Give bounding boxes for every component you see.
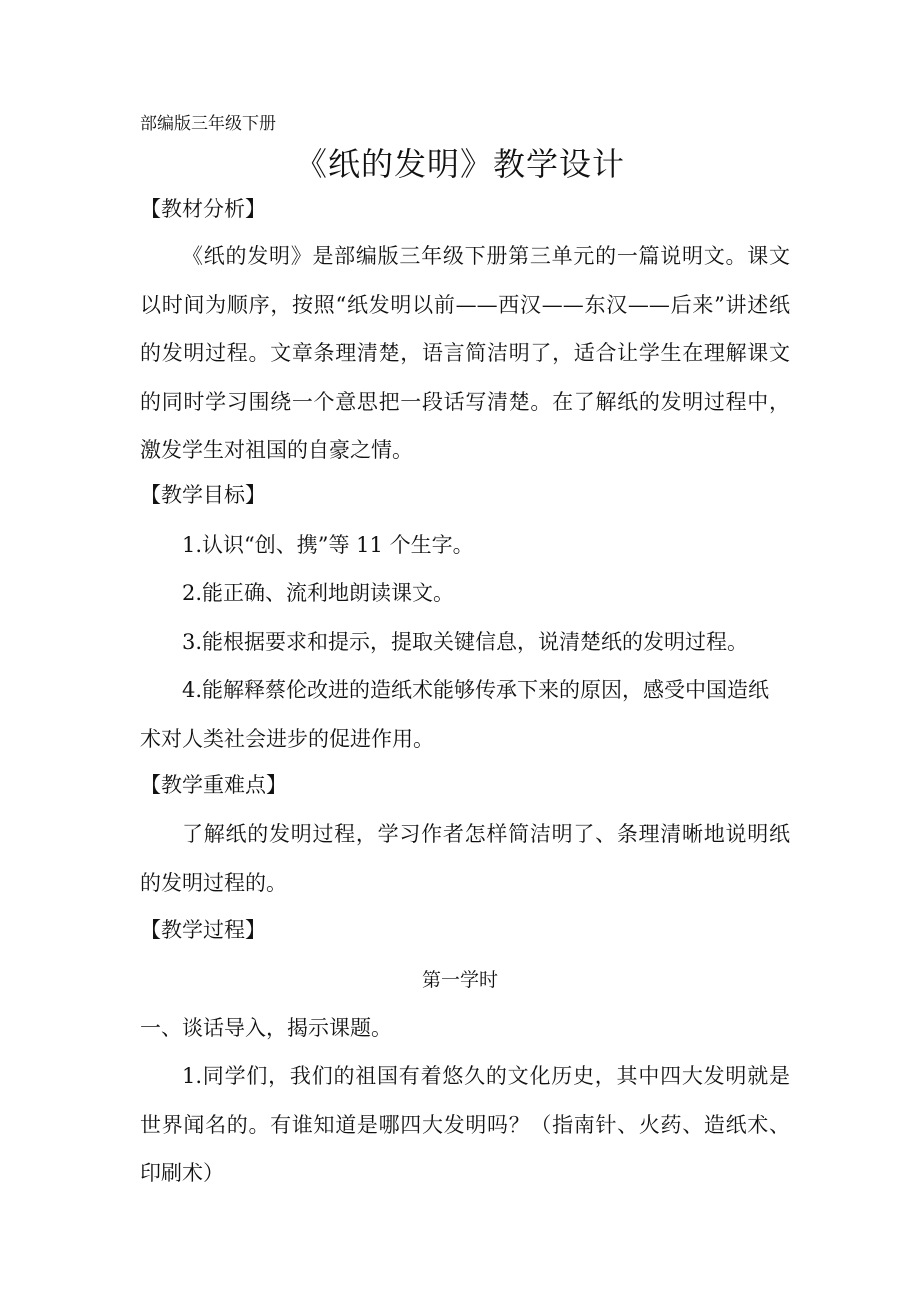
- document-title: 《纸的发明》教学设计: [294, 145, 625, 183]
- process-step-item: 1.同学们，我们的祖国有着悠久的文化历史，其中四大发明就是世界闻名的。有谁知道是哪四大发明吗？（指南针、火药、造纸术、印刷术）: [140, 1064, 790, 1185]
- goal-item: 4.能解释蔡伦改进的造纸术能够传承下来的原因，感受中国造纸术对人类社会进步的促进作用。: [140, 678, 770, 751]
- goal-item: 2.能正确、流利地朗读课文。: [182, 581, 455, 605]
- section-heading-key-points: 【教学重难点】: [140, 773, 287, 797]
- goal-item: 1.认识“创、携”等 11 个生字。: [182, 533, 474, 557]
- process-step-heading: 一、谈话导入，揭示课题。: [140, 1016, 392, 1040]
- lesson-period-label: 第一学时: [421, 969, 498, 991]
- section-heading-material-analysis: 【教材分析】: [140, 197, 266, 221]
- section-heading-goals: 【教学目标】: [140, 483, 266, 507]
- grade-label: 部编版三年级下册: [140, 114, 276, 134]
- section-heading-process: 【教学过程】: [140, 918, 266, 942]
- goal-item: 3.能根据要求和提示，提取关键信息，说清楚纸的发明过程。: [182, 630, 749, 654]
- material-analysis-paragraph: 《纸的发明》是部编版三年级下册第三单元的一篇说明文。课文以时间为顺序，按照“纸发明以前——西汉——东汉——后来”讲述纸的发明过程。文章条理清楚，语言简洁明了，适合让学生在理解课文的同时学习围绕一个意思把一段话写清楚。在了解纸的发明过程中，激发学生对祖国的自豪之情。: [140, 244, 790, 462]
- key-points-paragraph: 了解纸的发明过程，学习作者怎样简洁明了、条理清晰地说明纸的发明过程的。: [140, 822, 790, 895]
